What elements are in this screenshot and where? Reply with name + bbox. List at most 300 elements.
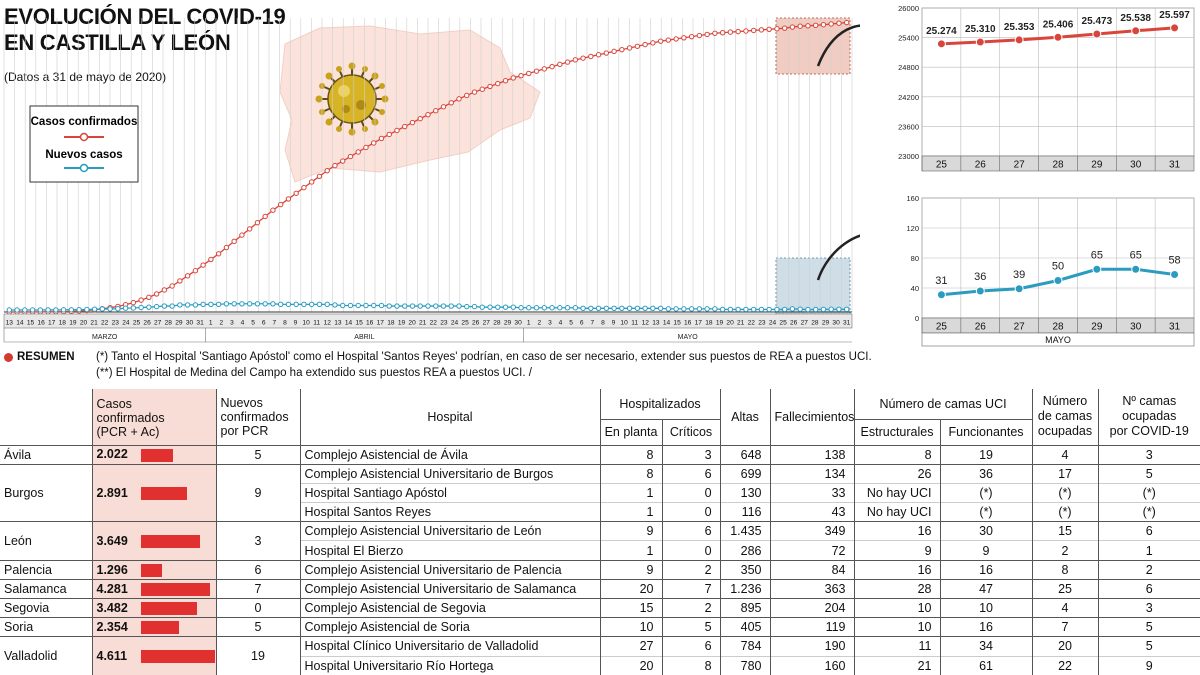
- confirmed-point: [728, 30, 732, 34]
- confirmed-point: [426, 112, 430, 116]
- legend-confirmed-label: Casos confirmados: [30, 116, 138, 128]
- table-row: [0, 560, 1200, 579]
- hospital-name: Complejo Asistencial Universitario de Salamanca: [300, 579, 600, 598]
- occupied-value: 7: [1032, 618, 1098, 637]
- new-cases-point: [806, 307, 810, 311]
- new-cases-point: [720, 307, 724, 311]
- y-tick-label: 25400: [898, 33, 919, 43]
- confirmed-point: [170, 284, 174, 288]
- confirmed-point: [410, 120, 414, 124]
- confirmed-point: [682, 36, 686, 40]
- confirmed-point: [418, 116, 422, 120]
- province-name: Valladolid: [0, 637, 92, 675]
- day-axis-band: [4, 314, 852, 328]
- day-tick-label: 22: [101, 319, 109, 327]
- y-tick-label: 23000: [898, 152, 919, 161]
- day-tick-label: 10: [302, 319, 310, 327]
- functioning-value: 19: [940, 445, 1032, 464]
- confirmed-point: [829, 22, 833, 26]
- day-tick-label: 14: [662, 319, 671, 327]
- day-tick-label: 6: [261, 319, 266, 327]
- new-cases-point: [674, 307, 678, 311]
- new-cases-point: [821, 307, 825, 311]
- new-cases-point: [736, 307, 740, 311]
- new-cases-point: [108, 307, 112, 311]
- day-tick-label: 12: [641, 319, 649, 327]
- new-cases-point: [348, 303, 352, 307]
- ward-value: 9: [600, 522, 662, 541]
- new-cases-point: [449, 304, 453, 308]
- confirmed-point: [286, 197, 290, 201]
- value-label: 25.406: [1042, 19, 1074, 31]
- province-pcr: 5: [216, 445, 300, 464]
- new-cases-point: [457, 304, 461, 308]
- confirmed-point: [751, 28, 755, 32]
- critical-value: 5: [662, 618, 720, 637]
- hospital-name: Hospital Santiago Apóstol: [300, 483, 600, 502]
- confirmed-point: [387, 132, 391, 136]
- functioning-value: 34: [940, 637, 1032, 656]
- province-confirmed-value: 4.281: [96, 581, 128, 596]
- new-cases-point: [728, 307, 732, 311]
- confirmed-point: [658, 39, 662, 43]
- deaths-value: 160: [770, 656, 854, 675]
- new-cases-point: [294, 302, 298, 306]
- day-tick-label: 4: [240, 319, 245, 327]
- new-cases-point: [69, 308, 73, 312]
- deaths-value: 43: [770, 503, 854, 522]
- new-cases-point: [798, 307, 802, 311]
- new-cases-point: [30, 308, 34, 312]
- confirmed-point: [713, 31, 717, 35]
- new-cases-point: [309, 302, 313, 306]
- covid-value: (*): [1098, 483, 1200, 502]
- ward-value: 27: [600, 637, 662, 656]
- province-pcr: 7: [216, 579, 300, 598]
- day-tick-label: 12: [323, 319, 331, 327]
- new-cases-point: [247, 302, 251, 306]
- new-cases-point: [837, 307, 841, 311]
- covid-value: 5: [1098, 464, 1200, 483]
- new-cases-point: [387, 304, 391, 308]
- deaths-value: 33: [770, 483, 854, 502]
- functioning-value: 10: [940, 599, 1032, 618]
- inset-point: [1171, 24, 1179, 32]
- legend-new-label: Nuevos casos: [45, 149, 123, 161]
- functioning-value: (*): [940, 503, 1032, 522]
- confirmed-point: [845, 20, 849, 24]
- province-name: Salamanca: [0, 579, 92, 598]
- day-tick-label: 19: [715, 319, 724, 327]
- y-tick-label: 24200: [898, 92, 919, 102]
- new-cases-point: [472, 304, 476, 308]
- new-cases-point: [255, 302, 259, 306]
- new-cases-point: [829, 307, 833, 311]
- new-cases-point: [147, 305, 151, 309]
- x-tick-label: 26: [974, 159, 986, 171]
- day-tick-label: 19: [69, 319, 77, 327]
- deaths-value: 134: [770, 464, 854, 483]
- occupied-value: 15: [1032, 522, 1098, 541]
- discharges-value: 286: [720, 541, 770, 560]
- confirmed-point: [550, 64, 554, 68]
- day-tick-label: 25: [779, 319, 787, 327]
- critical-value: 6: [662, 464, 720, 483]
- province-confirmed-bar: [141, 487, 187, 500]
- day-tick-label: 4: [558, 319, 563, 327]
- day-tick-label: 26: [472, 319, 480, 327]
- new-cases-point: [635, 306, 639, 310]
- new-cases-point: [325, 302, 329, 306]
- day-tick-label: 5: [569, 319, 573, 327]
- y-tick-label: 80: [910, 254, 919, 263]
- day-tick-label: 18: [705, 319, 713, 327]
- table-header-row: [0, 389, 1200, 419]
- ward-value: 20: [600, 579, 662, 598]
- col-pcr: Nuevos confirmados por PCR: [216, 389, 300, 445]
- critical-value: 6: [662, 637, 720, 656]
- table-row: [0, 445, 1200, 464]
- new-cases-point: [534, 306, 538, 310]
- new-cases-point: [604, 306, 608, 310]
- functioning-value: 16: [940, 560, 1032, 579]
- day-tick-label: 11: [631, 319, 639, 327]
- new-cases-point: [201, 302, 205, 306]
- col-deaths: Fallecimientos: [770, 389, 854, 445]
- new-cases-point: [403, 304, 407, 308]
- confirmed-point: [247, 227, 251, 231]
- value-label: 65: [1090, 249, 1103, 262]
- day-tick-label: 15: [355, 319, 363, 327]
- new-cases-point: [240, 302, 244, 306]
- day-tick-label: 28: [164, 319, 172, 327]
- new-cases-point: [759, 307, 763, 311]
- province-confirmed-bar: [141, 583, 210, 596]
- new-cases-point: [38, 308, 42, 312]
- new-cases-point: [100, 307, 104, 311]
- structural-value: 9: [854, 541, 940, 560]
- occupied-value: 25: [1032, 579, 1098, 598]
- new-cases-point: [488, 305, 492, 309]
- confirmed-point: [457, 97, 461, 101]
- confirmed-point: [472, 90, 476, 94]
- province-confirmed-value: 2.022: [96, 447, 128, 462]
- confirmed-point: [209, 257, 213, 261]
- y-tick-label: 23600: [898, 122, 919, 132]
- day-tick-label: 31: [196, 319, 204, 327]
- confirmed-point: [674, 37, 678, 41]
- confirmed-point: [255, 220, 259, 224]
- confirmed-point: [278, 202, 282, 206]
- x-tick-label: 29: [1091, 321, 1103, 333]
- day-tick-label: 17: [376, 319, 384, 327]
- discharges-value: 780: [720, 656, 770, 675]
- y-tick-label: 26000: [898, 4, 919, 13]
- new-cases-point: [573, 306, 577, 310]
- day-tick-label: 3: [548, 319, 552, 327]
- new-cases-point: [627, 306, 631, 310]
- new-cases-point: [46, 308, 50, 312]
- new-cases-point: [682, 307, 686, 311]
- page-subtitle: (Datos a 31 de mayo de 2020): [4, 70, 167, 84]
- confirmed-point: [565, 60, 569, 64]
- day-tick-label: 14: [344, 319, 353, 327]
- new-cases-point: [651, 306, 655, 310]
- discharges-value: 699: [720, 464, 770, 483]
- occupied-value: 2: [1032, 541, 1098, 560]
- deaths-value: 190: [770, 637, 854, 656]
- confirmed-point: [480, 87, 484, 91]
- inset-point: [1054, 33, 1062, 41]
- province-pcr: 5: [216, 618, 300, 637]
- functioning-value: 61: [940, 656, 1032, 675]
- new-cases-point: [302, 302, 306, 306]
- functioning-value: 9: [940, 541, 1032, 560]
- province-confirmed-bar: [141, 602, 197, 615]
- table-row: [0, 637, 1200, 656]
- inset-point: [1015, 36, 1023, 44]
- new-cases-point: [705, 307, 709, 311]
- note-line-2: (**) El Hospital de Medina del Campo ha extendido sus puestos REA a puestos UCI. /: [96, 367, 532, 379]
- covid-value: 5: [1098, 618, 1200, 637]
- day-tick-label: 17: [694, 319, 702, 327]
- table-row: [0, 464, 1200, 483]
- new-cases-point: [744, 307, 748, 311]
- confirmed-point: [185, 274, 189, 278]
- x-tick-label: 29: [1091, 159, 1103, 171]
- critical-value: 0: [662, 503, 720, 522]
- confirmed-point: [154, 292, 158, 296]
- province-confirmed-cell: [92, 599, 216, 618]
- col-hospitalized: Hospitalizados: [600, 389, 720, 419]
- day-tick-label: 29: [821, 319, 830, 327]
- discharges-value: 648: [720, 445, 770, 464]
- x-tick-label: 31: [1169, 159, 1181, 171]
- confirmed-point: [496, 81, 500, 85]
- province-confirmed-cell: [92, 464, 216, 522]
- x-tick-label: 26: [974, 321, 986, 333]
- day-tick-label: 23: [111, 319, 119, 327]
- confirmed-point: [798, 24, 802, 28]
- province-name: Burgos: [0, 464, 92, 522]
- province-name: Ávila: [0, 445, 92, 464]
- deaths-value: 363: [770, 579, 854, 598]
- new-cases-point: [410, 304, 414, 308]
- structural-value: No hay UCI: [854, 503, 940, 522]
- day-tick-label: 24: [122, 319, 130, 327]
- new-cases-point: [550, 306, 554, 310]
- x-tick-label: 27: [1013, 321, 1025, 333]
- critical-value: 8: [662, 656, 720, 675]
- y-tick-label: 0: [914, 314, 919, 323]
- hospital-name: Complejo Asistencial de Segovia: [300, 599, 600, 618]
- confirmed-point: [821, 23, 825, 27]
- table-row: [0, 522, 1200, 541]
- day-tick-label: 15: [673, 319, 681, 327]
- confirmed-point: [782, 26, 786, 30]
- confirmed-point: [511, 76, 515, 80]
- new-cases-point: [92, 307, 96, 311]
- new-cases-point: [286, 302, 290, 306]
- confirmed-point: [767, 27, 771, 31]
- value-label: 39: [1013, 268, 1026, 281]
- notes-block: [4, 349, 1194, 381]
- new-cases-point: [689, 307, 693, 311]
- structural-value: 16: [854, 560, 940, 579]
- new-cases-point: [713, 307, 717, 311]
- day-tick-label: 29: [175, 319, 183, 327]
- province-confirmed-value: 2.354: [96, 620, 128, 635]
- province-confirmed-value: 4.611: [96, 649, 128, 664]
- new-cases-point: [465, 304, 469, 308]
- new-cases-point: [558, 306, 562, 310]
- day-tick-label: 2: [537, 319, 542, 327]
- new-cases-point: [527, 306, 531, 310]
- confirmed-point: [519, 73, 523, 77]
- new-cases-point: [85, 307, 89, 311]
- hospital-name: Hospital Santos Reyes: [300, 503, 600, 522]
- new-cases-point: [333, 303, 337, 307]
- zoom-box-confirmed: [776, 18, 850, 74]
- confirmed-point: [178, 279, 182, 283]
- day-tick-label: 17: [48, 319, 56, 327]
- x-axis-label: MAYO: [1045, 335, 1071, 345]
- value-label: 36: [974, 271, 987, 283]
- col-structural: Estructurales: [854, 419, 940, 445]
- confirmed-point: [131, 300, 135, 304]
- province-confirmed-bar: [141, 564, 162, 577]
- confirmed-point: [697, 33, 701, 37]
- day-tick-label: 30: [832, 319, 840, 327]
- new-cases-point: [503, 305, 507, 309]
- confirmed-point: [333, 163, 337, 167]
- note-line-1: (*) Tanto el Hospital 'Santiago Apóstol' como el Hospital 'Santos Reyes' podrían, en caso de ser necesario, extender sus puestos de REA a puestos UCI.: [96, 351, 872, 363]
- new-cases-point: [542, 306, 546, 310]
- province-confirmed-bar: [141, 535, 200, 548]
- functioning-value: 36: [940, 464, 1032, 483]
- new-cases-point: [596, 306, 600, 310]
- confirmed-point: [534, 69, 538, 73]
- confirmed-point: [201, 263, 205, 267]
- day-tick-label: 1: [208, 319, 213, 327]
- ward-value: 10: [600, 618, 662, 637]
- col-discharges: Altas: [720, 389, 770, 445]
- new-cases-point: [162, 304, 166, 308]
- x-tick-label: 25: [935, 159, 947, 171]
- hospital-name: Complejo Asistencial de Ávila: [300, 445, 600, 464]
- value-label: 58: [1168, 254, 1181, 267]
- new-cases-point: [434, 304, 438, 308]
- confirmed-point: [216, 252, 220, 256]
- day-tick-label: 25: [132, 319, 141, 327]
- value-label: 25.274: [926, 25, 957, 37]
- ward-value: 9: [600, 560, 662, 579]
- new-cases-point: [620, 306, 624, 310]
- y-tick-label: 160: [906, 194, 919, 203]
- functioning-value: 47: [940, 579, 1032, 598]
- province-confirmed-cell: [92, 560, 216, 579]
- inset-point: [1132, 265, 1140, 273]
- inset-point: [1054, 277, 1062, 285]
- covid-value: 3: [1098, 445, 1200, 464]
- new-cases-point: [364, 303, 368, 307]
- col-ward: En planta: [600, 419, 662, 445]
- new-cases-point: [209, 302, 213, 306]
- zoom-box-new: [776, 258, 850, 314]
- province-pcr: 6: [216, 560, 300, 579]
- day-tick-label: 27: [800, 319, 808, 327]
- day-tick-label: 8: [283, 319, 287, 327]
- new-cases-point: [581, 306, 585, 310]
- confirmed-point: [759, 28, 763, 32]
- day-tick-label: 9: [293, 319, 298, 327]
- day-tick-label: 3: [230, 319, 234, 327]
- deaths-value: 84: [770, 560, 854, 579]
- new-cases-point: [178, 303, 182, 307]
- day-tick-label: 26: [143, 319, 151, 327]
- new-cases-point: [131, 306, 135, 310]
- day-tick-label: 29: [503, 319, 512, 327]
- new-cases-point: [263, 302, 267, 306]
- notes-label: RESUMEN: [17, 351, 75, 363]
- month-label: MARZO: [92, 334, 118, 341]
- structural-value: 28: [854, 579, 940, 598]
- inset-chart-new: [880, 190, 1198, 348]
- confirmed-point: [193, 269, 197, 273]
- month-label: MAYO: [677, 334, 698, 341]
- day-tick-label: 2: [219, 319, 224, 327]
- province-confirmed-cell: [92, 618, 216, 637]
- col-icu-beds: Número de camas UCI: [854, 389, 1032, 419]
- new-cases-point: [116, 307, 120, 311]
- x-tick-label: 28: [1052, 159, 1064, 171]
- critical-value: 6: [662, 522, 720, 541]
- new-cases-point: [317, 302, 321, 306]
- covid-value: 5: [1098, 637, 1200, 656]
- new-cases-point: [271, 302, 275, 306]
- confirmed-point: [317, 174, 321, 178]
- critical-value: 2: [662, 599, 720, 618]
- new-cases-point: [589, 306, 593, 310]
- day-tick-label: 26: [790, 319, 798, 327]
- day-tick-label: 31: [843, 319, 851, 327]
- new-cases-point: [782, 307, 786, 311]
- inset-point: [937, 40, 945, 48]
- province-confirmed-value: 3.649: [96, 533, 128, 548]
- province-confirmed-cell: [92, 579, 216, 598]
- day-tick-label: 7: [272, 319, 277, 327]
- new-cases-point: [519, 306, 523, 310]
- functioning-value: 16: [940, 618, 1032, 637]
- new-cases-point: [54, 308, 58, 312]
- covid-value: 2: [1098, 560, 1200, 579]
- x-tick-label: 27: [1013, 159, 1025, 171]
- new-cases-point: [379, 303, 383, 307]
- inset-point: [937, 291, 945, 299]
- confirmed-point: [806, 24, 810, 28]
- day-tick-label: 6: [579, 319, 584, 327]
- day-tick-label: 24: [768, 319, 777, 327]
- new-cases-point: [496, 305, 500, 309]
- inset-point: [976, 287, 984, 295]
- col-covid: Nº camas ocupadas por COVID-19: [1098, 389, 1200, 445]
- value-label: 25.597: [1159, 9, 1190, 21]
- day-tick-label: 14: [16, 319, 24, 327]
- new-cases-point: [224, 302, 228, 306]
- confirmed-point: [379, 136, 383, 140]
- confirmed-point: [465, 93, 469, 97]
- confirmed-point: [449, 101, 453, 105]
